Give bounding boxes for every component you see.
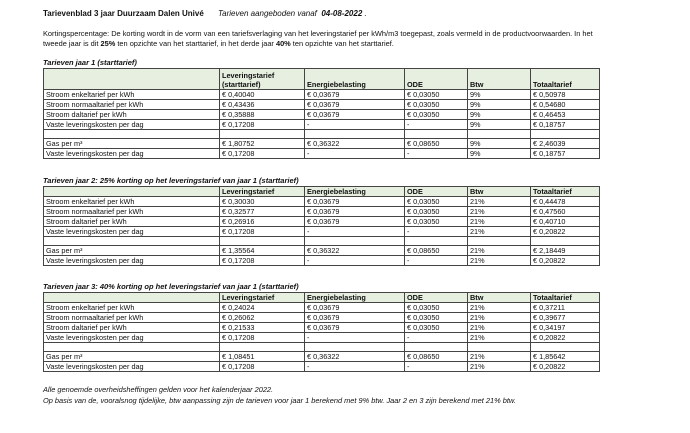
value-cell: € 1,35564	[220, 246, 305, 256]
header-cell	[44, 293, 220, 303]
row-label-cell: Vaste leveringskosten per dag	[44, 362, 220, 372]
value-cell: 21%	[468, 313, 531, 323]
table-row	[44, 207, 600, 217]
row-label-cell: Vaste leveringskosten per dag	[44, 120, 220, 130]
value-cell: 21%	[468, 197, 531, 207]
table-row	[44, 333, 600, 343]
value-cell: 9%	[468, 139, 531, 149]
table-row	[44, 246, 600, 256]
value-cell: € 0,36322	[305, 352, 405, 362]
value-cell: -	[405, 227, 468, 237]
value-cell: € 0,20822	[531, 333, 600, 343]
value-cell: € 0,30030	[220, 197, 305, 207]
value-cell: € 0,17208	[220, 362, 305, 372]
value-cell: € 0,44478	[531, 197, 600, 207]
value-cell: € 0,03679	[305, 323, 405, 333]
value-cell: -	[405, 149, 468, 159]
value-cell: € 0,32577	[220, 207, 305, 217]
value-cell: 9%	[468, 100, 531, 110]
header-cell: ODE	[405, 69, 468, 90]
table-row	[44, 197, 600, 207]
row-label-cell: Stroom normaaltarief per kWh	[44, 207, 220, 217]
value-cell: € 0,21533	[220, 323, 305, 333]
value-cell: -	[405, 333, 468, 343]
table-row	[44, 303, 600, 313]
value-cell: -	[305, 227, 405, 237]
value-cell: € 0,03050	[405, 323, 468, 333]
value-cell: € 0,20822	[531, 362, 600, 372]
value-cell: € 0,03679	[305, 303, 405, 313]
header-cell: Leveringstarief	[220, 187, 305, 197]
value-cell: € 0,03679	[305, 207, 405, 217]
value-cell: € 1,80752	[220, 139, 305, 149]
value-cell: € 0,20822	[531, 256, 600, 266]
tariff-table-year1	[43, 68, 600, 159]
row-label-cell: Gas per m³	[44, 139, 220, 149]
table-row	[44, 362, 600, 372]
value-cell: € 0,47560	[531, 207, 600, 217]
spacer-row	[44, 130, 600, 139]
value-cell: € 0,17208	[220, 120, 305, 130]
value-cell: € 0,36322	[305, 139, 405, 149]
value-cell: € 0,17208	[220, 149, 305, 159]
value-cell: -	[405, 120, 468, 130]
value-cell: € 0,40040	[220, 90, 305, 100]
value-cell: € 0,17208	[220, 333, 305, 343]
table-header-row	[44, 69, 600, 90]
value-cell: € 0,03050	[405, 197, 468, 207]
row-label-cell: Vaste leveringskosten per dag	[44, 333, 220, 343]
value-cell: 21%	[468, 352, 531, 362]
table-row	[44, 139, 600, 149]
value-cell: 21%	[468, 246, 531, 256]
value-cell: -	[405, 362, 468, 372]
value-cell: € 0,36322	[305, 246, 405, 256]
value-cell: € 0,08650	[405, 352, 468, 362]
tariff-table-year2	[43, 186, 600, 266]
value-cell: 21%	[468, 303, 531, 313]
table-row	[44, 227, 600, 237]
row-label-cell: Stroom enkeltarief per kWh	[44, 197, 220, 207]
header-cell: Btw	[468, 69, 531, 90]
value-cell: -	[305, 149, 405, 159]
row-label-cell: Stroom normaaltarief per kWh	[44, 313, 220, 323]
intro-paragraph	[43, 29, 603, 49]
table-row	[44, 110, 600, 120]
value-cell: -	[305, 120, 405, 130]
intro-pct-year3: 40%	[275, 39, 291, 48]
value-cell: € 0,03679	[305, 197, 405, 207]
value-cell: € 0,17208	[220, 256, 305, 266]
table-row	[44, 100, 600, 110]
header-cell: Totaaltarief	[531, 187, 600, 197]
row-label-cell: Vaste leveringskosten per dag	[44, 227, 220, 237]
value-cell: -	[305, 362, 405, 372]
value-cell: € 0,08650	[405, 246, 468, 256]
footer-notes	[43, 384, 516, 406]
value-cell: € 0,03679	[305, 90, 405, 100]
value-cell: 21%	[468, 207, 531, 217]
offered-date: 04-08-2022	[321, 9, 363, 18]
value-cell: 9%	[468, 120, 531, 130]
intro-text-3: ten opzichte van het starttarief.	[290, 39, 394, 48]
table-row	[44, 149, 600, 159]
header-cell: Energiebelasting	[305, 187, 405, 197]
value-cell: -	[305, 333, 405, 343]
intro-text-1: Kortingspercentage: De korting wordt in de vorm van een tariefsverlaging van het leveringstarief per kWh/m3 toegepast, zoals vermeld in de productvoorwaarden. In het tweede jaar is dit	[43, 29, 593, 48]
value-cell: € 1,85642	[531, 352, 600, 362]
value-cell: 21%	[468, 362, 531, 372]
footer-note-2: Op basis van de, vooralsnog tijdelijke, btw aanpassing zijn de tarieven voor jaar 1 berekend met 9% btw. Jaar 2 en 3 zijn berekend met 21% btw.	[43, 396, 516, 405]
value-cell: -	[405, 256, 468, 266]
section-title-year1: Tarieven jaar 1 (starttarief)	[43, 58, 137, 67]
value-cell: 21%	[468, 227, 531, 237]
table-row	[44, 120, 600, 130]
value-cell: € 0,03050	[405, 110, 468, 120]
value-cell: € 0,43436	[220, 100, 305, 110]
header-cell: Leveringstarief	[220, 293, 305, 303]
row-label-cell: Vaste leveringskosten per dag	[44, 149, 220, 159]
value-cell: € 0,46453	[531, 110, 600, 120]
value-cell: 21%	[468, 323, 531, 333]
value-cell: € 0,03679	[305, 110, 405, 120]
row-label-cell: Stroom enkeltarief per kWh	[44, 90, 220, 100]
header-cell	[44, 69, 220, 90]
value-cell: 21%	[468, 256, 531, 266]
header-cell: ODE	[405, 293, 468, 303]
section-title-year2: Tarieven jaar 2: 25% korting op het leveringstarief van jaar 1 (starttarief)	[43, 176, 299, 185]
value-cell: € 0,03050	[405, 207, 468, 217]
value-cell: € 2,46039	[531, 139, 600, 149]
value-cell: € 2,18449	[531, 246, 600, 256]
value-cell: € 0,26062	[220, 313, 305, 323]
value-cell: € 0,03050	[405, 100, 468, 110]
row-label-cell: Gas per m³	[44, 246, 220, 256]
spacer-row	[44, 237, 600, 246]
value-cell: € 0,39677	[531, 313, 600, 323]
value-cell: € 0,37211	[531, 303, 600, 313]
document-header	[43, 9, 367, 18]
value-cell: 21%	[468, 217, 531, 227]
table-header-row	[44, 293, 600, 303]
table-row	[44, 323, 600, 333]
table-row	[44, 90, 600, 100]
row-label-cell: Vaste leveringskosten per dag	[44, 256, 220, 266]
value-cell: -	[305, 256, 405, 266]
footer-note-1: Alle genoemde overheidsheffingen gelden voor het kalenderjaar 2022.	[43, 385, 274, 394]
value-cell: € 0,03050	[405, 217, 468, 227]
value-cell: € 0,35888	[220, 110, 305, 120]
value-cell: € 0,17208	[220, 227, 305, 237]
row-label-cell: Stroom normaaltarief per kWh	[44, 100, 220, 110]
value-cell: 9%	[468, 110, 531, 120]
row-label-cell: Stroom daltarief per kWh	[44, 217, 220, 227]
tariff-table-year3	[43, 292, 600, 372]
header-cell-leveringstarief: Leveringstarief (starttarief)	[220, 69, 305, 90]
table-row	[44, 313, 600, 323]
header-cell: Energiebelasting	[305, 293, 405, 303]
value-cell: € 0,03050	[405, 90, 468, 100]
header-cell: Btw	[468, 293, 531, 303]
offered-date-line	[218, 9, 367, 18]
value-cell: 21%	[468, 333, 531, 343]
offered-suffix: .	[364, 9, 367, 18]
value-cell: 9%	[468, 90, 531, 100]
value-cell: € 0,03679	[305, 313, 405, 323]
table-row	[44, 352, 600, 362]
value-cell: € 0,24024	[220, 303, 305, 313]
intro-pct-year2: 25%	[100, 39, 116, 48]
table-row	[44, 217, 600, 227]
value-cell: 9%	[468, 149, 531, 159]
offered-label: Tarieven aangeboden vanaf	[218, 9, 317, 18]
row-label-cell: Stroom daltarief per kWh	[44, 110, 220, 120]
value-cell: € 0,34197	[531, 323, 600, 333]
header-cell: Energiebelasting	[305, 69, 405, 90]
table-row	[44, 256, 600, 266]
value-cell: € 0,40710	[531, 217, 600, 227]
table-header-row	[44, 187, 600, 197]
header-cell: Totaaltarief	[531, 293, 600, 303]
row-label-cell: Stroom daltarief per kWh	[44, 323, 220, 333]
value-cell: € 1,08451	[220, 352, 305, 362]
spacer-row	[44, 343, 600, 352]
row-label-cell: Gas per m³	[44, 352, 220, 362]
value-cell: € 0,18757	[531, 149, 600, 159]
section-title-year3: Tarieven jaar 3: 40% korting op het leveringstarief van jaar 1 (starttarief)	[43, 282, 299, 291]
header-cell: ODE	[405, 187, 468, 197]
value-cell: € 0,03679	[305, 100, 405, 110]
intro-text-2: ten opzichte van het starttarief, in het derde jaar	[115, 39, 276, 48]
row-label-cell: Stroom enkeltarief per kWh	[44, 303, 220, 313]
document-title: Tarievenblad 3 jaar Duurzaam Dalen Univé	[43, 9, 204, 18]
value-cell: € 0,54680	[531, 100, 600, 110]
value-cell: € 0,03050	[405, 313, 468, 323]
header-cell	[44, 187, 220, 197]
value-cell: € 0,20822	[531, 227, 600, 237]
value-cell: € 0,50978	[531, 90, 600, 100]
value-cell: € 0,08650	[405, 139, 468, 149]
value-cell: € 0,03050	[405, 303, 468, 313]
value-cell: € 0,03679	[305, 217, 405, 227]
value-cell: € 0,26916	[220, 217, 305, 227]
header-cell: Totaaltarief	[531, 69, 600, 90]
value-cell: € 0,18757	[531, 120, 600, 130]
header-cell: Btw	[468, 187, 531, 197]
